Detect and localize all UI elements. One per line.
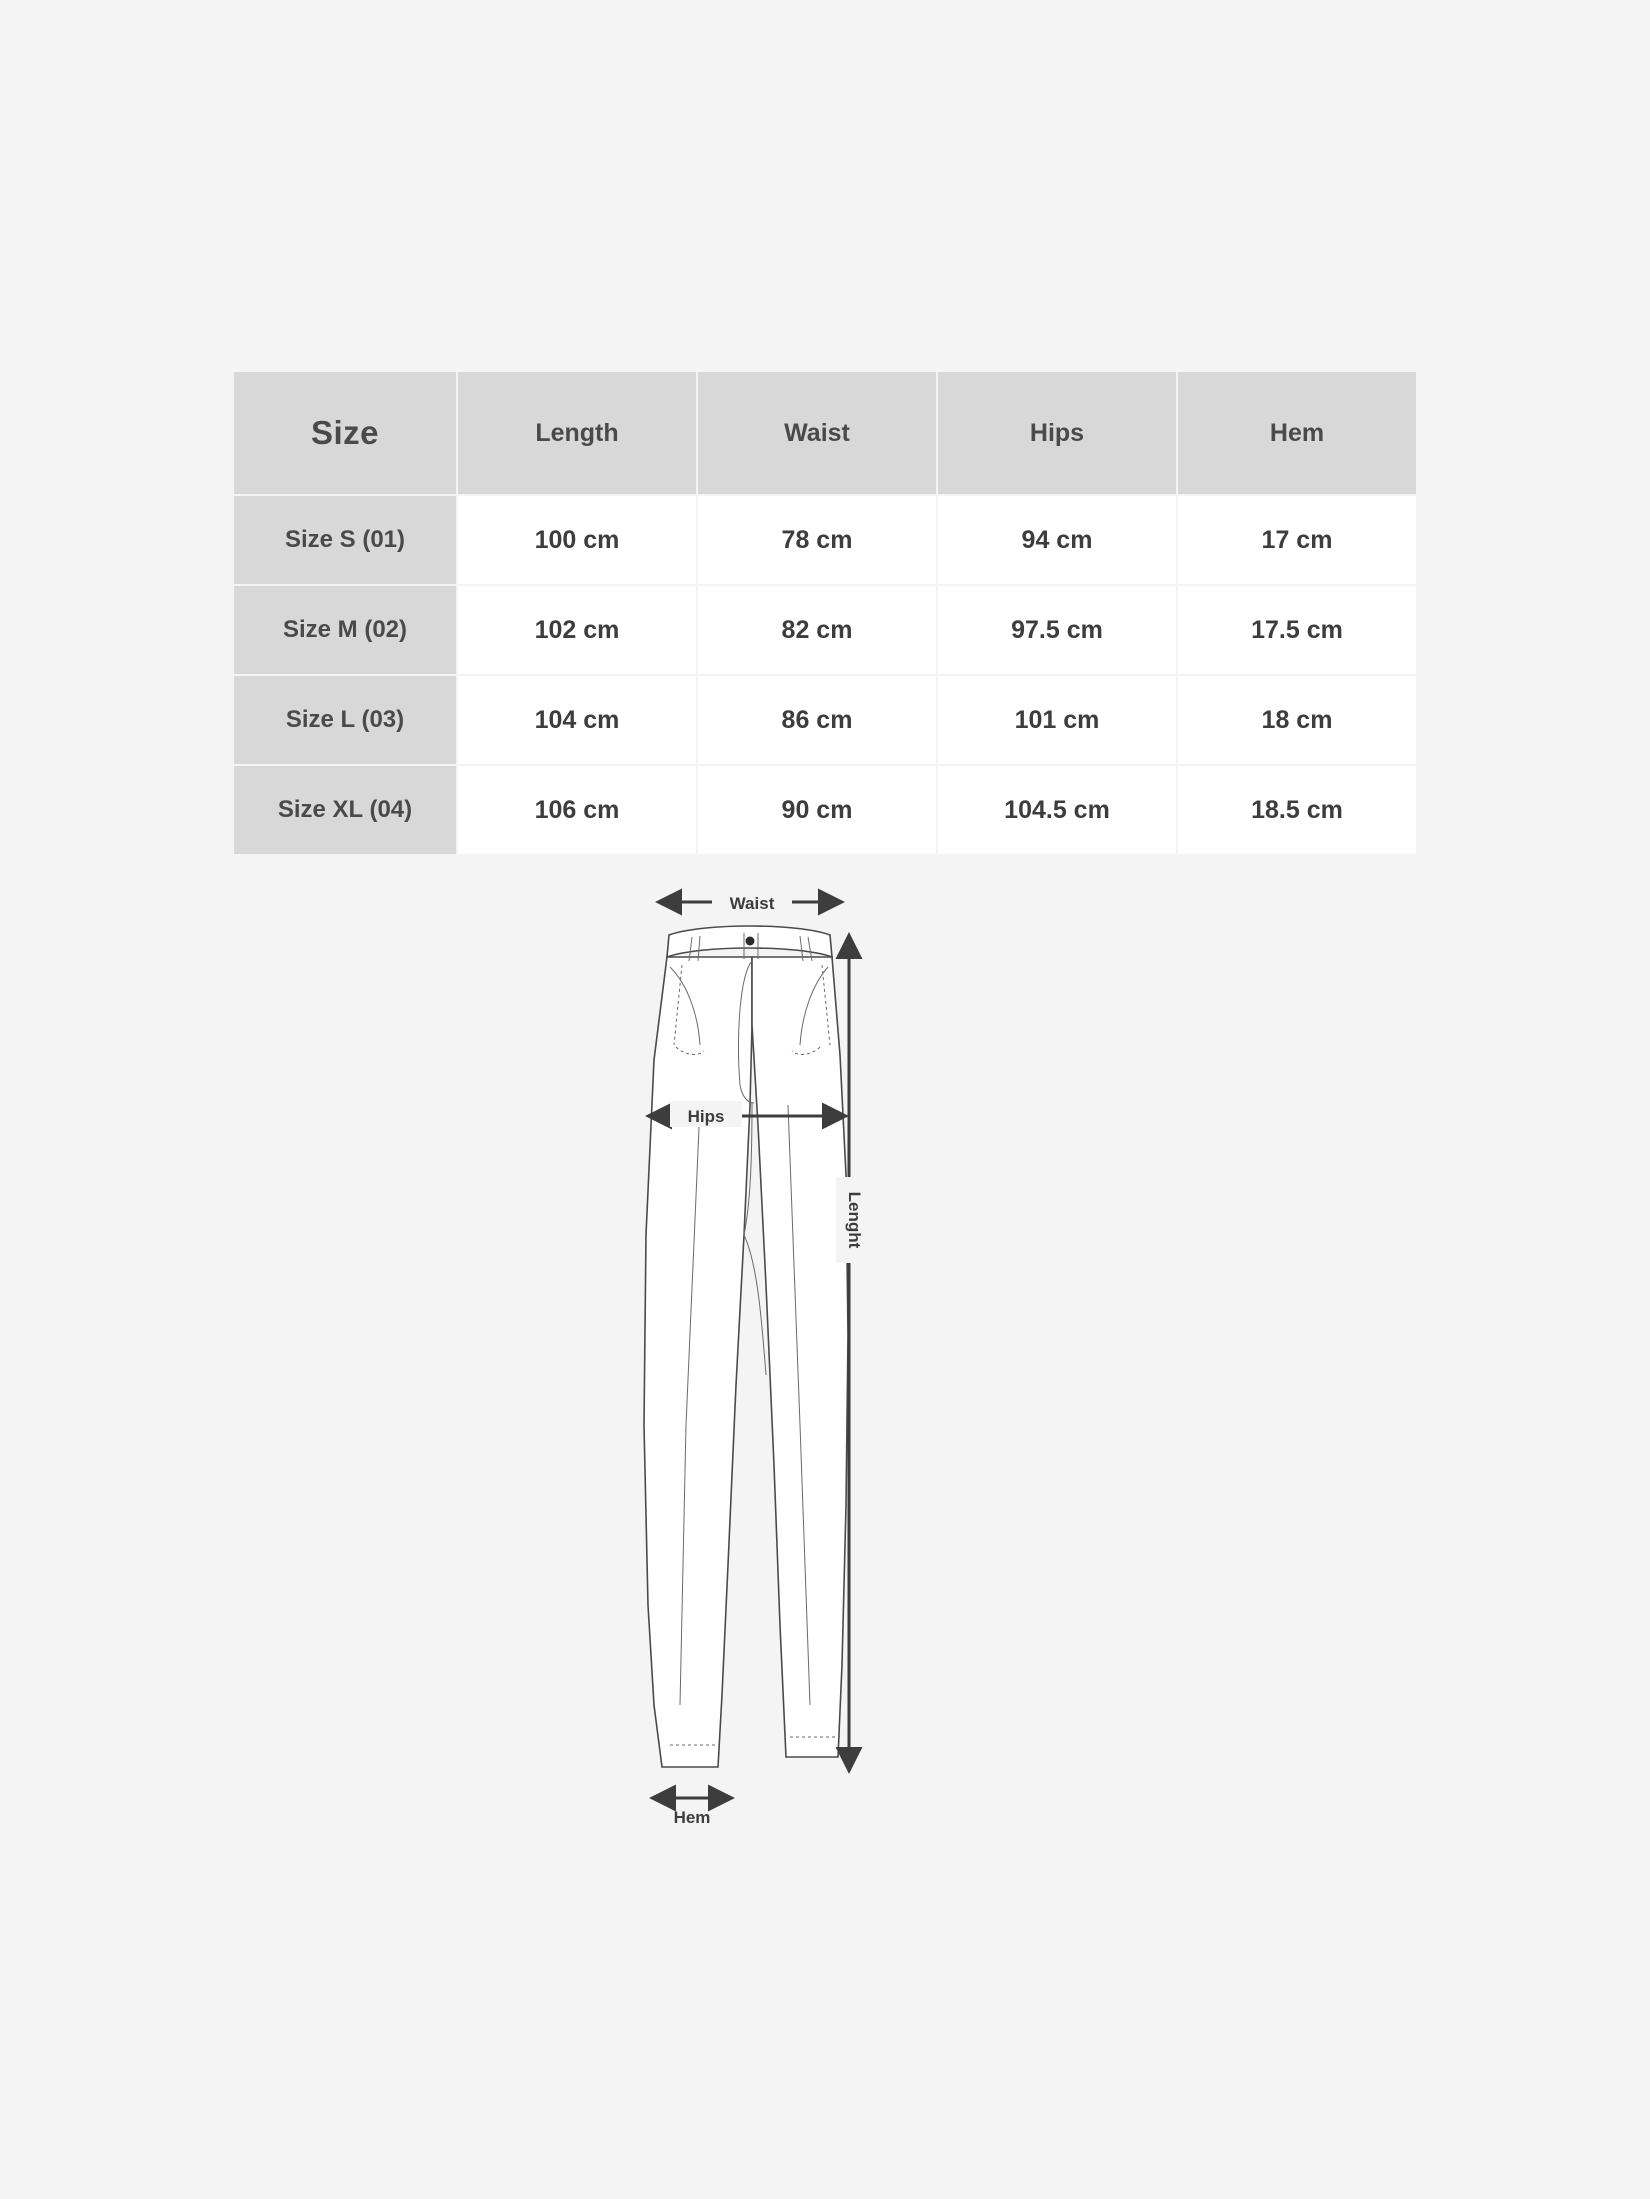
column-header-waist: Waist bbox=[697, 371, 937, 495]
cell-length: 106 cm bbox=[457, 765, 697, 855]
size-chart-table bbox=[232, 370, 1418, 856]
table-header bbox=[233, 371, 1417, 495]
table-row bbox=[233, 495, 1417, 585]
column-header-hips: Hips bbox=[937, 371, 1177, 495]
cell-hips: 94 cm bbox=[937, 495, 1177, 585]
table-row bbox=[233, 675, 1417, 765]
trousers-outline bbox=[644, 926, 848, 1767]
button-detail bbox=[746, 937, 755, 946]
cell-waist: 86 cm bbox=[697, 675, 937, 765]
column-header-hem: Hem bbox=[1177, 371, 1417, 495]
table-header-row bbox=[233, 371, 1417, 495]
cell-size: Size S (01) bbox=[233, 495, 457, 585]
hem-dimension bbox=[652, 1798, 732, 1827]
cell-waist: 90 cm bbox=[697, 765, 937, 855]
cell-hem: 17 cm bbox=[1177, 495, 1417, 585]
table-row bbox=[233, 585, 1417, 675]
cell-hem: 18 cm bbox=[1177, 675, 1417, 765]
cell-length: 102 cm bbox=[457, 585, 697, 675]
trousers-measurement-diagram bbox=[640, 894, 960, 1865]
size-chart-table-container bbox=[232, 370, 1416, 856]
cell-size: Size M (02) bbox=[233, 585, 457, 675]
cell-hips: 101 cm bbox=[937, 675, 1177, 765]
cell-length: 104 cm bbox=[457, 675, 697, 765]
cell-hips: 104.5 cm bbox=[937, 765, 1177, 855]
table-row bbox=[233, 765, 1417, 855]
column-header-size: Size bbox=[233, 371, 457, 495]
column-header-length: Length bbox=[457, 371, 697, 495]
cell-hem: 17.5 cm bbox=[1177, 585, 1417, 675]
cell-size: Size XL (04) bbox=[233, 765, 457, 855]
waist-dimension bbox=[658, 888, 842, 914]
cell-hem: 18.5 cm bbox=[1177, 765, 1417, 855]
cell-hips: 97.5 cm bbox=[937, 585, 1177, 675]
cell-size: Size L (03) bbox=[233, 675, 457, 765]
hem-label: Hem bbox=[673, 1808, 711, 1827]
cell-length: 100 cm bbox=[457, 495, 697, 585]
table-body bbox=[233, 495, 1417, 855]
length-label: Lenght bbox=[845, 1191, 864, 1249]
waist-label: Waist bbox=[729, 894, 775, 913]
hips-label: Hips bbox=[687, 1107, 725, 1126]
cell-waist: 82 cm bbox=[697, 585, 937, 675]
cell-waist: 78 cm bbox=[697, 495, 937, 585]
